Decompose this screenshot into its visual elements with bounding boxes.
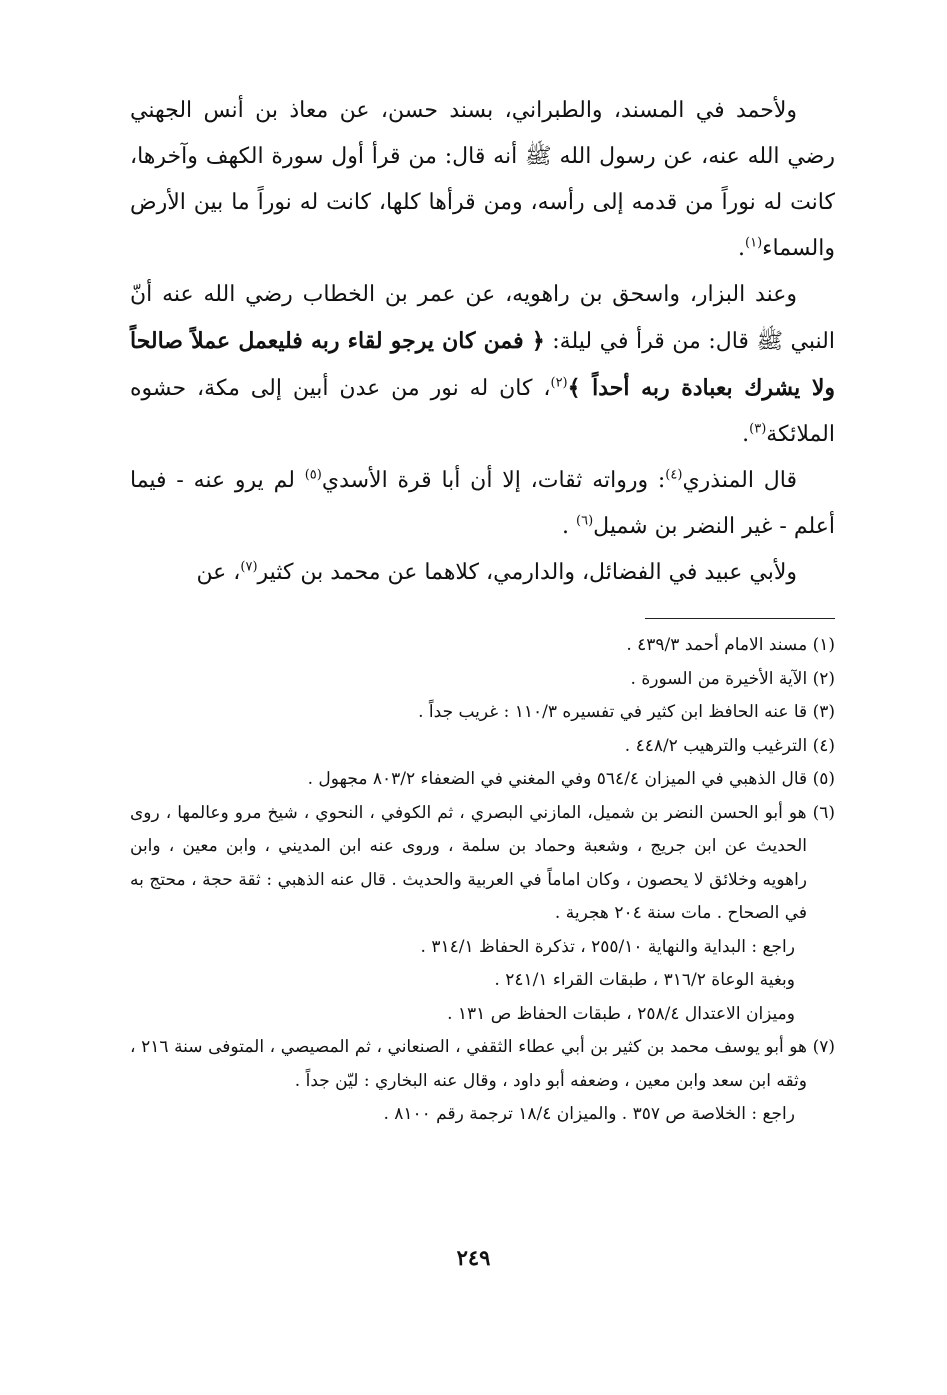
footnote-7-reference: راجع : الخلاصة ص ٣٥٧ . والميزان ١٨/٤ ترجمة رقم ٨١٠٠ .: [383, 1104, 795, 1124]
quran-verse: ﴿ فمن كان يرجو لقاء ربه فليعمل عملاً صالحاً ولا يشرك بعبادة ربه أحداً ﴾: [130, 328, 835, 401]
paragraph-4-end: ، عن: [196, 560, 241, 585]
footnote-6-reference-2: وبغية الوعاة ٣١٦/٢ ، طبقات القراء ٢٤١/١ .: [494, 970, 795, 990]
footnote-5: (٥) قال الذهبي في الميزان ٥٦٤/٤ وفي المغني في الضعفاء ٨٠٣/٢ مجهول .: [307, 769, 835, 789]
footnotes: [130, 629, 835, 1132]
footnote-ref-6: (٦): [576, 513, 594, 529]
paragraph-3-text: قال المنذري: [682, 468, 797, 493]
footnote-1: (١) مسند الامام أحمد ٤٣٩/٣ .: [626, 635, 835, 655]
page-number: ٢٤٩: [456, 1245, 491, 1270]
paragraph-4-text: ولأبي عبيد في الفضائل، والدارمي، كلاهما عن محمد بن كثير: [257, 560, 797, 585]
footnote-ref-7: (٧): [240, 559, 258, 575]
paragraph-2-end: .: [742, 422, 750, 447]
paragraph-3-text-c: لم يرو عنه - فيما أعلم - غير النضر بن شميل: [130, 468, 835, 539]
footnote-6: (٦) هو أبو الحسن النضر بن شميل، المازني البصري ، ثم الكوفي ، النحوي ، شيخ مرو وعالمها ، روى الحديث عن ابن جريج ، وشعبة وحماد بن سلمة ، وروى عنه ابن المديني ، وابن معين ، وابن راهويه وخلائق لا يحصون ، وكان اماماً في العربية والحديث . قال عنه الذهبي : ثقة حجة ، محتج به في الصحاح . مات سنة ٢٠٤ هجرية .: [130, 802, 835, 923]
footnote-7: (٧) هو أبو يوسف محمد بن كثير بن أبي عطاء الثقفي ، الصنعاني ، ثم المصيصي ، المتوفى سنة ٢١٦ ، وثقه ابن سعد وابن معين ، وضعفه أبو داود ، وقال عنه البخاري : ليّن جداً .: [130, 1037, 835, 1091]
footnote-2: (٢) الآية الأخيرة من السورة .: [630, 668, 835, 689]
main-text: [130, 88, 835, 596]
paragraph-2: [130, 272, 835, 458]
footnote-6-reference-1: راجع : البداية والنهاية ٢٥٥/١٠ ، تذكرة الحفاظ ٣١٤/١ .: [420, 936, 795, 957]
footnote-4: (٤) الترغيب والترهيب ٤٤٨/٢ .: [624, 735, 835, 756]
paragraph-1: [130, 88, 835, 272]
book-page: [130, 88, 835, 1395]
footnote-separator: [645, 618, 835, 619]
paragraph-3-text-b: : ورواته ثقات، إلا أن أبا قرة الأسدي: [321, 468, 666, 493]
paragraph-2-text: وعند البزار، واسحق بن راهويه، عن عمر بن الخطاب رضي الله عنه أنّ النبي ﷺ قال: من قرأ في ليلة:: [130, 282, 835, 354]
footnote-3: (٣) قا عنه الحافظ ابن كثير في تفسيره ١١٠/٣ : غريب جداً .: [418, 702, 835, 722]
paragraph-3: [130, 458, 835, 550]
paragraph-2-continued: ، كان له نور من عدن أبين إلى مكة، حشوه الملائكة: [130, 376, 835, 447]
footnote-ref-1: (١): [745, 235, 763, 251]
footnote-ref-2: (٢): [550, 375, 568, 391]
footnote-ref-5: (٥): [304, 467, 322, 483]
footnote-ref-3: (٣): [749, 421, 767, 437]
paragraph-4: [130, 550, 835, 596]
footnote-ref-4: (٤): [665, 467, 683, 483]
paragraph-3-end: .: [562, 514, 577, 539]
paragraph-1-end: .: [738, 236, 746, 261]
paragraph-1-text: ولأحمد في المسند، والطبراني، بسند حسن، عن معاذ بن أنس الجهني رضي الله عنه، عن رسول الله ﷺ أنه قال: من قرأ أول سورة الكهف وآخرها، كانت له نوراً من قدمه إلى رأسه، ومن قرأها كلها، كانت له نوراً ما بين الأرض والسماء: [130, 98, 835, 261]
footnote-6-reference-3: وميزان الاعتدال ٢٥٨/٤ ، طبقات الحفاظ ص ١٣١ .: [447, 1003, 795, 1024]
